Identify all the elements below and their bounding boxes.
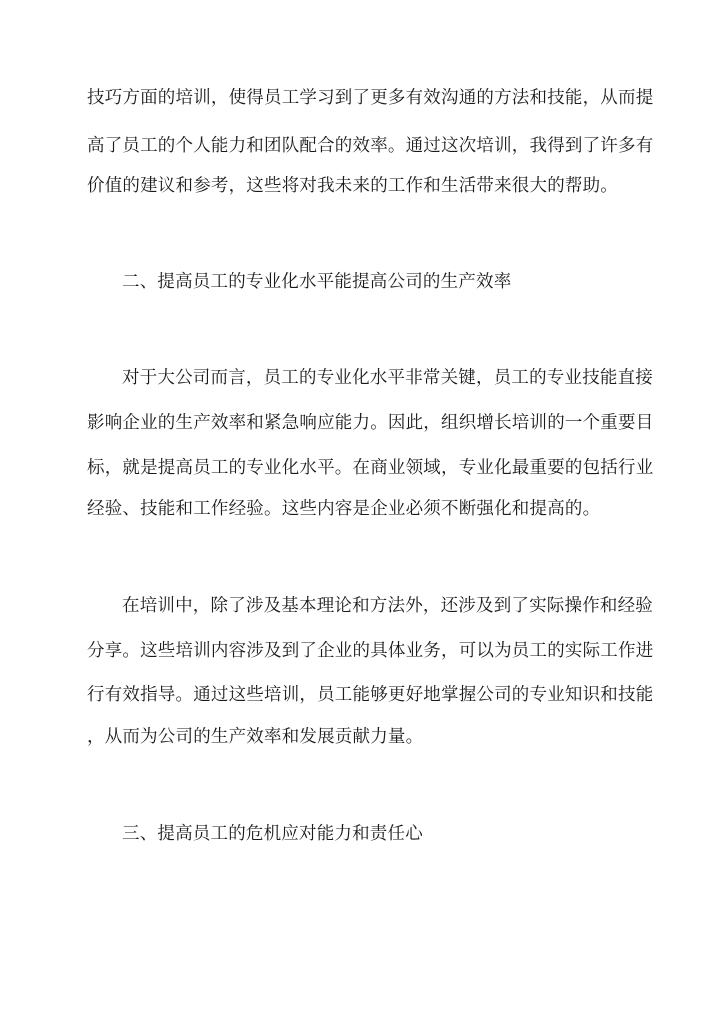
text-line: 标，就是提高员工的专业化水平。在商业领域，专业化最重要的包括行业 — [87, 458, 654, 478]
text-line: 经验、技能和工作经验。这些内容是企业必须不断强化和提高的。 — [87, 499, 601, 519]
text-line: 高了员工的个人能力和团队配合的效率。通过这次培训，我得到了许多有 — [87, 136, 654, 156]
text-line: 行有效指导。通过这些培训，员工能够更好地掌握公司的专业知识和技能 — [87, 685, 654, 705]
text-line: 影响企业的生产效率和紧急响应能力。因此，组织增长培训的一个重要目 — [87, 413, 654, 433]
text-line: ，从而为公司的生产效率和发展贡献力量。 — [87, 727, 424, 747]
text-line: 对于大公司而言，员工的专业化水平非常关键，员工的专业技能直接 — [122, 368, 653, 388]
text-line: 分享。这些培训内容涉及到了企业的具体业务，可以为员工的实际工作进 — [87, 641, 654, 661]
text-line: 技巧方面的培训，使得员工学习到了更多有效沟通的方法和技能，从而提 — [87, 88, 654, 108]
text-line: 价值的建议和参考，这些将对我未来的工作和生活带来很大的帮助。 — [87, 176, 618, 196]
section-heading-3: 三、提高员工的危机应对能力和责任心 — [122, 824, 423, 844]
section-heading-2: 二、提高员工的专业化水平能提高公司的生产效率 — [122, 272, 512, 292]
text-line: 在培训中，除了涉及基本理论和方法外，还涉及到了实际操作和经验 — [122, 596, 653, 616]
